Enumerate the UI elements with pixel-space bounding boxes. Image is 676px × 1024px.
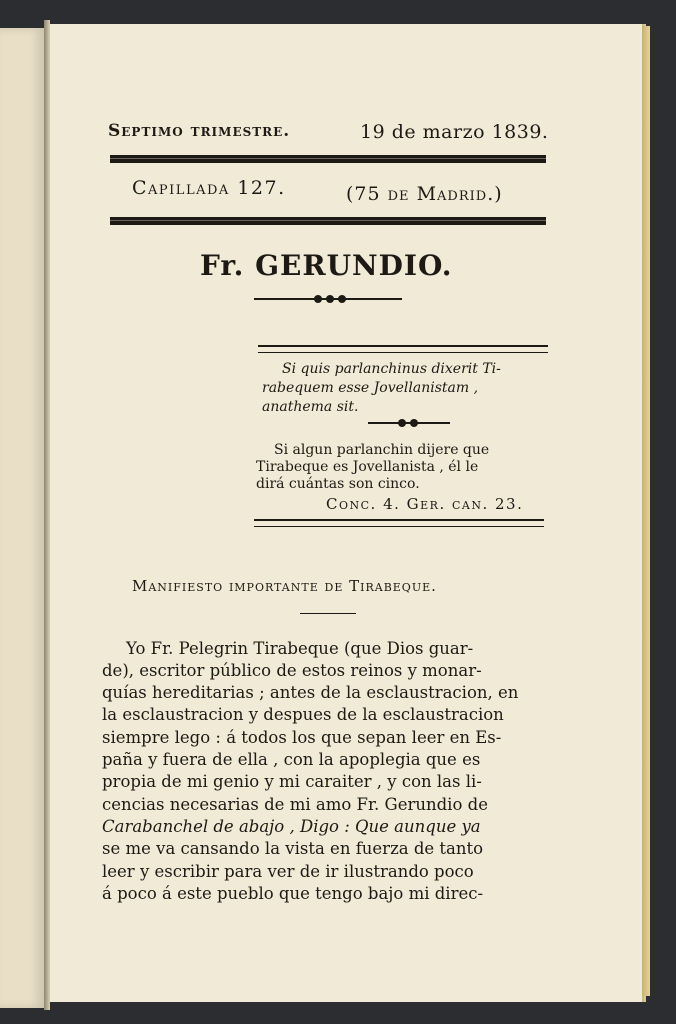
epigraph-spanish-line: Si algun parlanchin dijere que [274, 442, 490, 458]
body-line: propia de mi genio y mi caraiter , y con las li- [102, 772, 482, 791]
madrid-number: (75 de Madrid.) [346, 183, 503, 205]
header-rule-top [110, 155, 546, 163]
body-line: se me va cansando la vista en fuerza de tanto [102, 839, 484, 858]
epigraph-ornament [368, 418, 450, 428]
body-line: de), escritor público de estos reinos y monar- [102, 661, 482, 680]
body-line: Yo Fr. Pelegrin Tirabeque (que Dios guar- [126, 639, 474, 658]
epigraph-citation: Conc. 4. Ger. can. 23. [326, 495, 524, 513]
body-line: quías hereditarias ; antes de la esclaustracion, en [102, 683, 519, 702]
body-line: á poco á este pueblo que tengo bajo mi direc- [102, 884, 484, 903]
epigraph-spanish-line: dirá cuántas son cinco. [256, 476, 420, 492]
chapter-number: Capillada 127. [132, 177, 286, 199]
issue-date: 19 de marzo 1839. [360, 121, 549, 143]
epigraph-latin-line: anathema sit. [262, 399, 359, 415]
epigraph-latin-line: Si quis parlanchinus dixerit Ti- [282, 361, 501, 377]
masthead-title: Fr. GERUNDIO. [200, 249, 453, 282]
body-line: la esclaustracion y despues de la esclaustracion [102, 705, 504, 724]
body-line: siempre lego : á todos los que sepan leer en Es- [102, 728, 502, 747]
section-heading: Manifiesto importante de Tirabeque. [132, 577, 437, 595]
body-line: Carabanchel de abajo , Digo : Que aunque ya [102, 817, 481, 836]
epigraph-spanish-line: Tirabeque es Jovellanista , él le [256, 459, 479, 475]
trimester-label: Septimo trimestre. [108, 121, 291, 141]
epigraph-rule-bottom [254, 519, 544, 527]
facing-page-edge [0, 28, 45, 1008]
header-rule-bottom [110, 217, 546, 225]
body-line: cencias necesarias de mi amo Fr. Gerundio de [102, 795, 488, 814]
epigraph-rule-top [258, 345, 548, 353]
body-line: paña y fuera de ella , con la apoplegia que es [102, 750, 481, 769]
masthead-ornament [254, 294, 402, 304]
body-line: leer y escribir para ver de ir ilustrando poco [102, 862, 474, 881]
epigraph-latin-line: rabequem esse Jovellanistam , [262, 380, 479, 396]
page-edge [642, 26, 650, 996]
section-heading-underline [300, 613, 356, 614]
